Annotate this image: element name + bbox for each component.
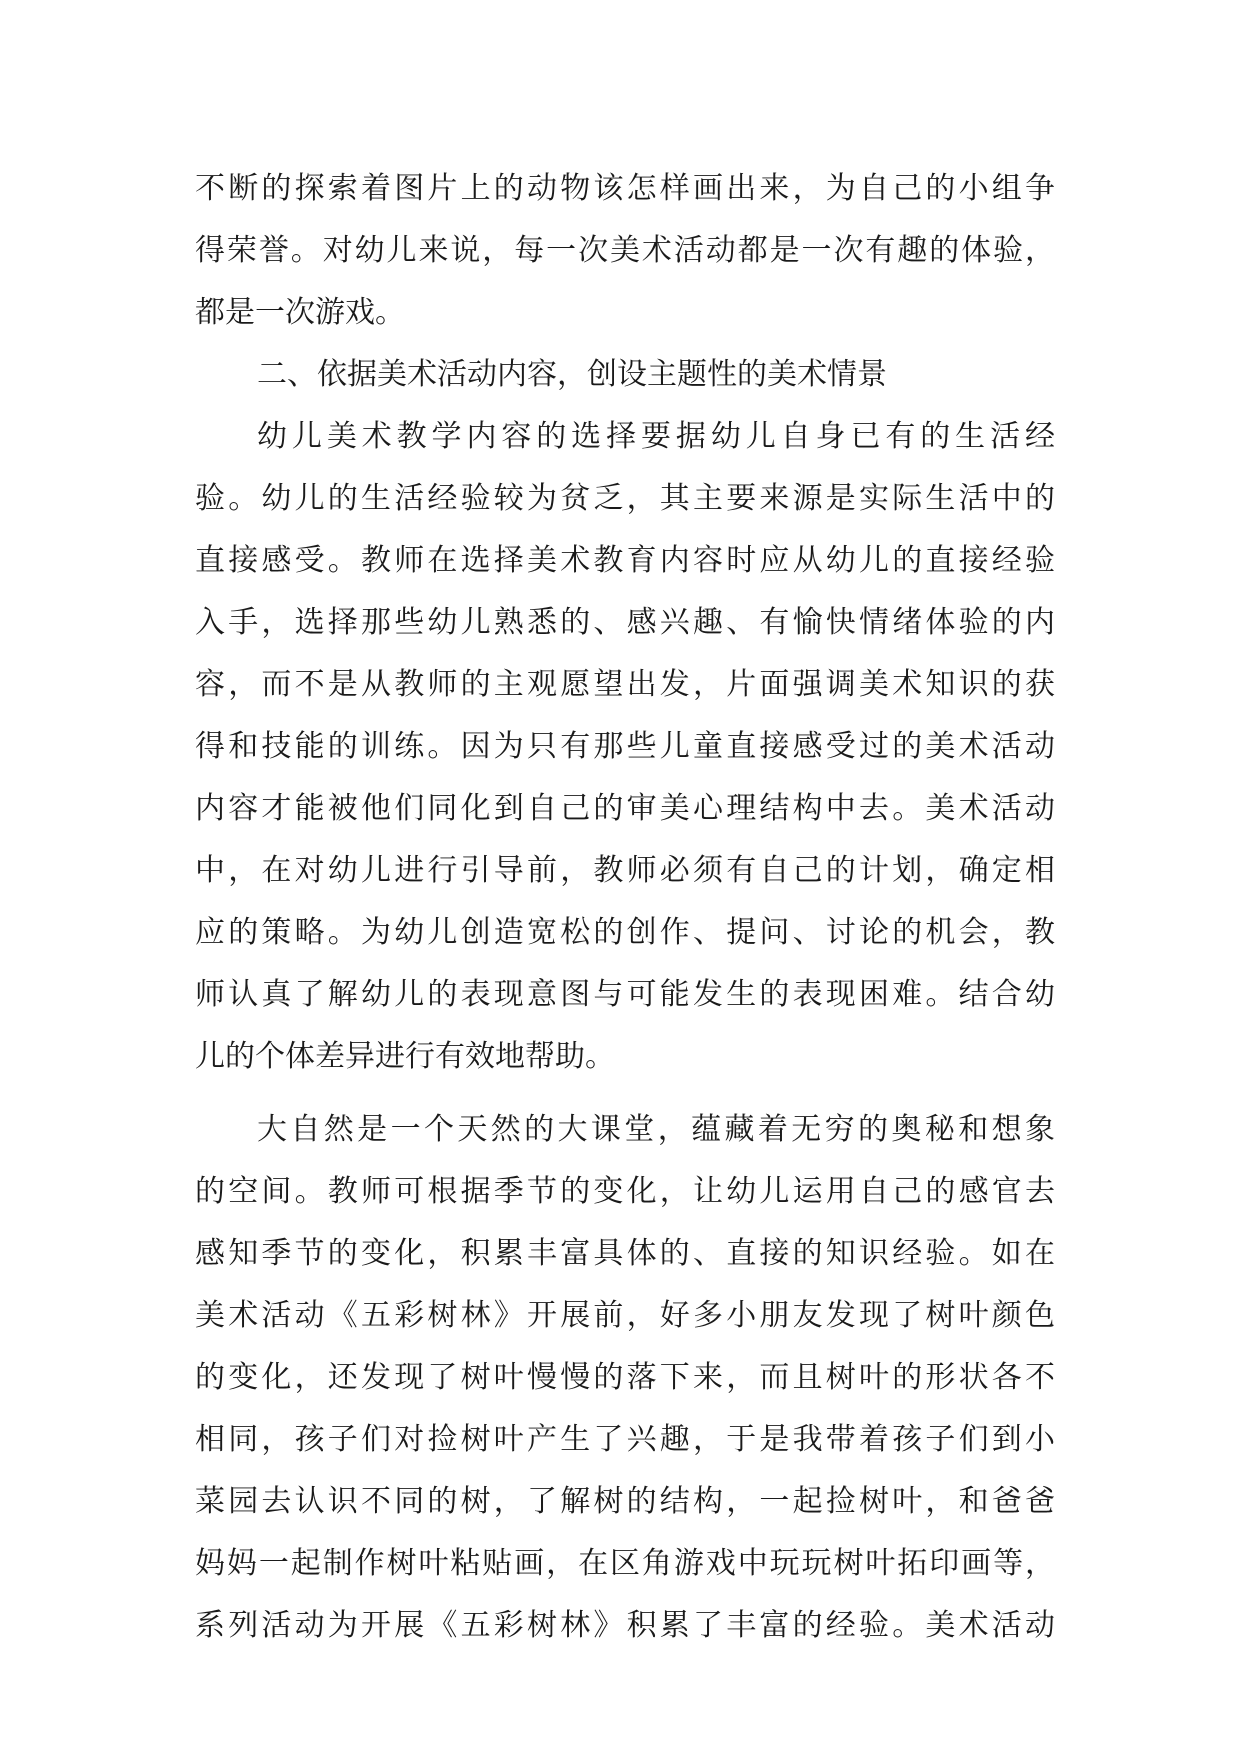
paragraph [195,158,1055,344]
text-line: 美术活动《五彩树林》开展前，好多小朋友发现了树叶颜色 [195,1298,1055,1333]
text-line: 内容才能被他们同化到自己的审美心理结构中去。美术活动 [195,791,1055,826]
text-line: 直接感受。教师在选择美术教育内容时应从幼儿的直接经验 [195,543,1055,578]
text-line: 中，在对幼儿进行引导前，教师必须有自己的计划，确定相 [195,853,1055,888]
text-line: 入手，选择那些幼儿熟悉的、感兴趣、有愉快情绪体验的内 [195,605,1055,640]
text-line: 的空间。教师可根据季节的变化，让幼儿运用自己的感官去 [195,1174,1055,1209]
text-line: 应的策略。为幼儿创造宽松的创作、提问、讨论的机会，教 [195,915,1055,950]
text-line: 师认真了解幼儿的表现意图与可能发生的表现困难。结合幼 [195,977,1055,1012]
text-line: 得和技能的训练。因为只有那些儿童直接感受过的美术活动 [195,729,1055,764]
paragraph-spacer [195,1088,1055,1099]
text-line: 儿的个体差异进行有效地帮助。 [195,1039,615,1074]
text-line: 大自然是一个天然的大课堂，蕴藏着无穷的奥秘和想象 [257,1112,1055,1147]
text-line: 幼儿美术教学内容的选择要据幼儿自身已有的生活经 [257,419,1055,454]
text-line: 感知季节的变化，积累丰富具体的、直接的知识经验。如在 [195,1236,1055,1271]
text-line: 不断的探索着图片上的动物该怎样画出来，为自己的小组争 [195,171,1055,206]
text-line: 的变化，还发现了树叶慢慢的落下来，而且树叶的形状各不 [195,1360,1055,1395]
section-heading: 二、依据美术活动内容，创设主题性的美术情景 [257,357,887,392]
paragraph [195,406,1055,1088]
text-line: 菜园去认识不同的树，了解树的结构，一起捡树叶，和爸爸 [195,1484,1055,1519]
text-line: 验。幼儿的生活经验较为贫乏，其主要来源是实际生活中的 [195,481,1055,516]
document-body [195,158,1055,1657]
text-line: 都是一次游戏。 [195,295,405,330]
paragraph [195,1099,1055,1657]
text-line: 妈妈一起制作树叶粘贴画，在区角游戏中玩玩树叶拓印画等， [195,1546,1055,1581]
text-line: 系列活动为开展《五彩树林》积累了丰富的经验。美术活动 [195,1608,1055,1643]
text-line: 相同，孩子们对捡树叶产生了兴趣，于是我带着孩子们到小 [195,1422,1055,1457]
text-line: 得荣誉。对幼儿来说，每一次美术活动都是一次有趣的体验， [195,233,1055,268]
text-line: 容，而不是从教师的主观愿望出发，片面强调美术知识的获 [195,667,1055,702]
